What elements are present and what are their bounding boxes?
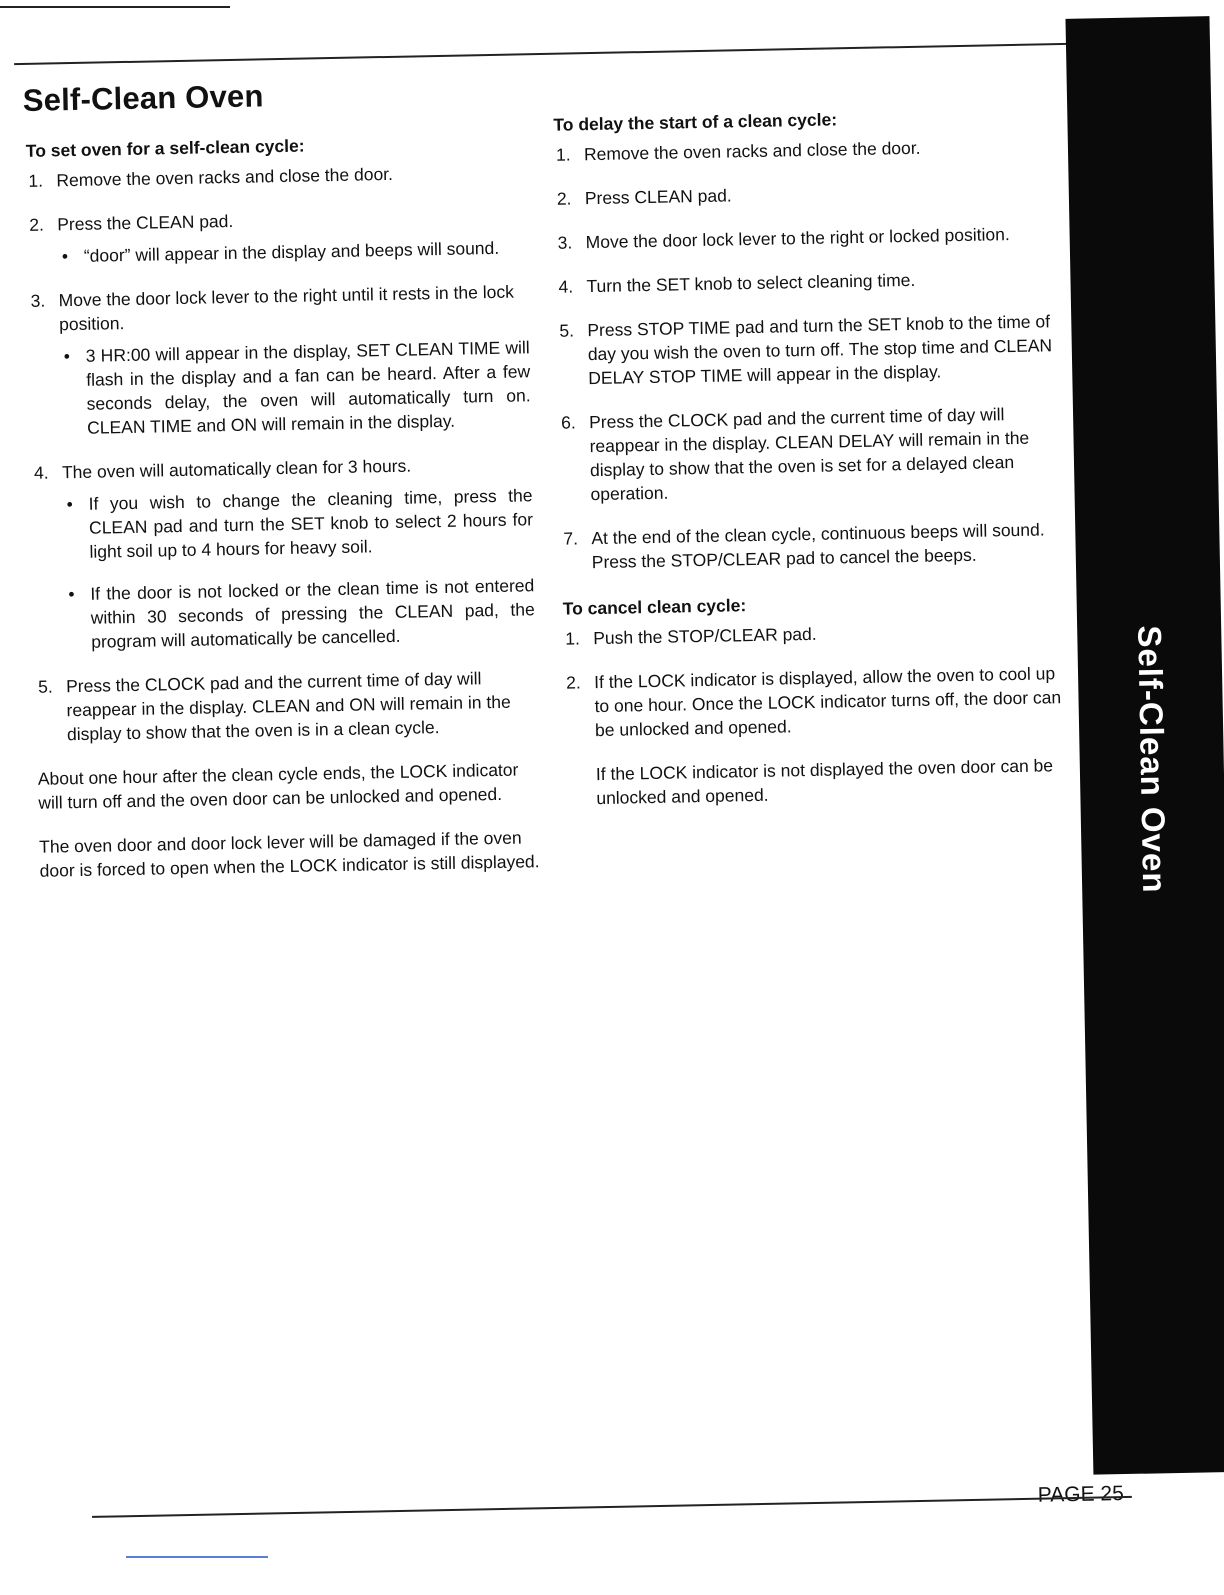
step-item: [556, 265, 1056, 299]
step-text: Move the door lock lever to the right or locked position.: [585, 224, 1010, 253]
step-bullets: [62, 483, 535, 654]
step-bullets: [58, 235, 528, 268]
step-bullets: [60, 335, 532, 440]
step-text: Remove the oven racks and close the door.: [583, 137, 921, 165]
set-cycle-steps: [26, 159, 537, 746]
step-item: [32, 451, 536, 655]
step-item: [561, 517, 1062, 575]
step-item: [36, 665, 537, 747]
step-item: [554, 133, 1054, 167]
set-cycle-heading: To set oven for a self-clean cycle:: [25, 135, 305, 161]
step-number: 5.: [559, 320, 575, 341]
page-title: Self-Clean Oven: [22, 78, 264, 118]
step-item: [559, 401, 1061, 507]
footer-rule: [92, 1496, 1132, 1518]
step-item: [557, 309, 1058, 391]
step-text: Press the CLOCK pad and the current time of day will reappear in the display. CLEAN and ON will remain in the display to show that the oven is in a clean cycle.: [65, 668, 511, 745]
step-text: Push the STOP/CLEAR pad.: [593, 623, 817, 649]
step-text: Press the CLEAN pad.: [57, 210, 234, 235]
step-text: Move the door lock lever to the right until it rests in the lock position.: [58, 281, 515, 335]
step-number: 2.: [565, 672, 581, 693]
step-item: [555, 177, 1055, 211]
step-text: Press STOP TIME pad and turn the SET knob to the time of day you wish the oven to turn off. The stop time and CLEAN DELAY STOP TIME will appear in the display.: [587, 311, 1053, 389]
lock-not-displayed-note: If the LOCK indicator is not displayed the oven door can be unlocked and opened.: [595, 755, 1054, 809]
step-text: The oven will automatically clean for 3 hours.: [61, 455, 412, 483]
damage-warning: The oven door and door lock lever will be damaged if the oven door is forced to open when the LOCK indicator is still displayed.: [38, 827, 540, 881]
header-rule: [14, 43, 1074, 65]
step-text: Press CLEAN pad.: [584, 185, 732, 209]
step-text: If the LOCK indicator is displayed, allow the oven to cool up to one hour. Once the LOCK indicator turns off, the door can be unlocked and opened.: [593, 663, 1062, 741]
step-number: 4.: [33, 462, 49, 483]
step-number: 7.: [563, 528, 579, 549]
step-number: 5.: [37, 676, 53, 697]
step-number: 1.: [565, 628, 581, 649]
step-number: 6.: [560, 412, 576, 433]
cancel-cycle-steps: [563, 617, 1065, 743]
step-number: 3.: [30, 290, 46, 311]
delay-cycle-heading: To delay the start of a clean cycle:: [553, 109, 838, 135]
bullet-item: • If the door is not locked or the clean time is not entered within 30 seconds of pressing the CLEAN pad, the program will automatically be cancelled.: [64, 573, 535, 654]
bullet-item: • “door” will appear in the display and beeps will sound.: [58, 235, 528, 268]
page-number: PAGE 25: [1037, 1482, 1125, 1507]
scan-edge-mark: [126, 1556, 268, 1558]
step-item: [564, 661, 1065, 743]
step-item: [27, 203, 528, 269]
step-number: 3.: [557, 232, 573, 253]
step-text: Remove the oven racks and close the door.: [56, 163, 394, 191]
step-number: 1.: [555, 144, 571, 165]
right-column: [553, 103, 1067, 830]
step-number: 2.: [556, 188, 572, 209]
cancel-cycle-heading: To cancel clean cycle:: [562, 595, 747, 619]
step-text: Turn the SET knob to select cleaning time.: [586, 269, 916, 297]
step-item: [26, 159, 526, 193]
left-column: [26, 129, 541, 902]
bullet-item: • 3 HR:00 will appear in the display, SET CLEAN TIME will flash in the display and a fan can be heard. After a few seconds delay, the oven will automatically turn on. CLEAN TIME and ON will remain in the display.: [60, 335, 532, 440]
step-text: Press the CLOCK pad and the current time of day will reappear in the display. CLEAN DELAY will remain in the display to show that the oven is set for a delayed clean operation.: [588, 404, 1030, 505]
step-item: [28, 279, 531, 441]
delay-cycle-steps: [554, 133, 1062, 575]
step-item: [555, 221, 1055, 255]
step-text: At the end of the clean cycle, continuous beeps will sound. Press the STOP/CLEAR pad to cancel the beeps.: [591, 519, 1045, 573]
step-item: [563, 617, 1063, 651]
step-number: 1.: [28, 170, 44, 191]
side-tab-label: Self-Clean Oven: [1131, 625, 1174, 894]
lock-note: About one hour after the clean cycle ends, the LOCK indicator will turn off and the oven door can be unlocked and opened.: [37, 759, 519, 813]
bullet-item: • If you wish to change the cleaning time, press the CLEAN pad and turn the SET knob to select 2 hours for light soil up to 4 hours for heavy soil.: [62, 483, 533, 564]
step-number: 4.: [558, 276, 574, 297]
step-number: 2.: [29, 214, 45, 235]
